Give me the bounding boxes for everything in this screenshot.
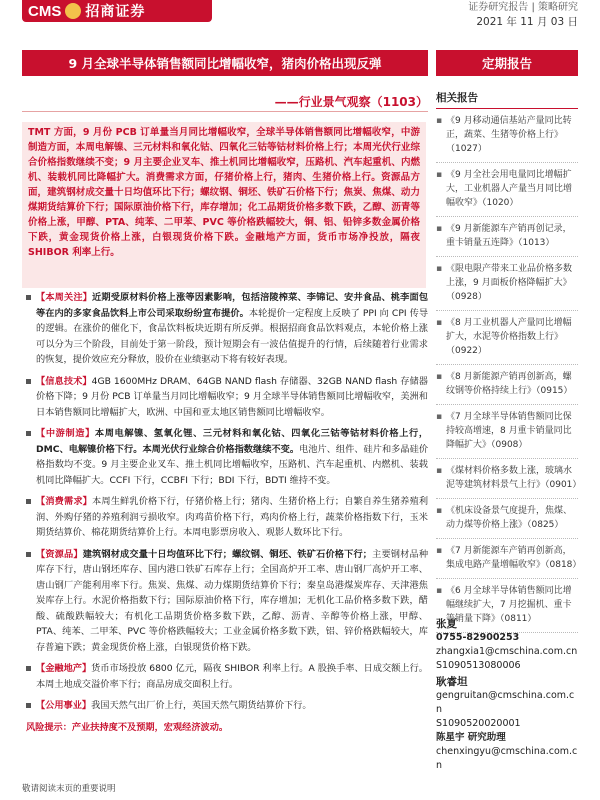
assistant-email[interactable]: chenxingyu@cmschina.com.cn [436,746,578,771]
analyst-name: 耿睿坦 [436,676,468,688]
related-report-item[interactable]: ▪ 《8 月工业机器人产量同比增幅扩大，水泥等价格指数上行》（0922） [436,311,578,365]
analyst-phone: 0755-82900253 [436,632,520,643]
assistant-name: 陈星宇 研究助理 [436,732,506,743]
paragraph-focus [26,290,428,368]
report-type: 证券研究报告 | 策略研究 [468,2,578,13]
paragraph-tag: 【公用事业】 [36,700,92,711]
related-report-item[interactable]: ▪ 《限电限产带来工业品价格多数上涨，9 月面板价格降幅扩大》（0928） [436,257,578,311]
related-reports-sidebar [436,90,582,633]
paragraph-tag: 【本周关注】 [36,292,93,303]
analyst-name: 张夏 [436,618,457,630]
logo-chinese: 招商证券 [85,4,146,20]
paragraph-bold: 建筑钢材成交量十日均值环比下行；螺纹钢、铜坯、铁矿石价格下行； [82,548,372,560]
paragraph-bold: 近期受原材料价格上涨等因素影响，包括涪陵榨菜、李锦记、安井食品、桃李面包等在内的多家食品饮料上市公司采取纷纷宣布提价。 [36,292,429,319]
body-paragraphs [26,290,428,735]
paragraph-tag: 【资源品】 [36,548,83,560]
analyst-license: S1090513080006 [436,660,521,671]
analyst-email[interactable]: gengruitan@cmschina.com.cn [436,690,575,715]
paragraph-consumption [26,494,428,541]
paragraph-midstream [26,426,428,488]
paragraph-text: 货币市场投放 6800 亿元，隔夜 SHIBOR 利率上行。A 股换手率、日成交额上行。本周土地成交溢价率下行；商品房成交面积上行。 [36,663,428,690]
related-report-item[interactable]: ▪ 《煤材料价格多数上涨，玻璃水泥等建筑材料景气上行》（0901） [436,459,578,499]
related-report-item[interactable]: ▪ 《7 月新能源车产销再创新高，集成电路产量增幅收窄》（0818） [436,539,578,579]
paragraph-text: 本轮提价一定程度上反映了 PPI 向 CPI 传导的逻辑。在涨价的催化下，食品饮料板块近期有所反弹。根据招商食品饮料观点，本轮价格上涨可以分为三个阶段，目前处于第一阶段，预计短期会有一波估值提升的行情，后续随着行业需求的恢复，提价效应充分释放，股价在业绩驱动下将有较好表现。 [36,307,429,365]
report-subtitle: ——行业景气观察（1103） [274,95,428,109]
report-header-info [468,0,578,30]
report-category: 定期报告 [436,50,578,76]
related-reports-heading: 相关报告 [436,90,578,109]
related-report-item[interactable]: ▪ 《7 月全球半导体销售额同比保持较高增速，8 月重卡销量同比降幅扩大》（0908） [436,405,578,459]
broker-logo [22,0,212,22]
related-report-item[interactable]: ▪ 《8 月新能源产销再创新高，螺纹钢等价格持续上行》（0915） [436,365,578,405]
paragraph-text: 我国天然气出厂价上行，英国天然气期货结算价下行。 [91,700,312,711]
paragraph-text: 4GB 1600MHz DRAM、64GB NAND flash 存储器、32GB NAND flash 存储器价格下降；9 月份 PCB 订单量当月同比增幅收窄；9 月全球半导体销售额同比增幅收窄，美洲和日本销售额同比增幅扩大，欧洲、中国和亚太地区销售额同比增幅收窄。 [36,375,428,418]
paragraph-tag: 【信息技术】 [36,375,92,387]
analyst-contacts [436,615,578,773]
report-date: 2021 年 11 月 03 日 [476,16,578,28]
summary-box: TMT 方面，9 月份 PCB 订单量当月同比增幅收窄，全球半导体销售额同比增幅收窄，中游制造方面，本周电解镍、三元材料和氧化钴、四氧化三钴等钴材料价格上行；本周光伏行业综合价格指数继续不变；9 月主要企业叉车、推土机同比增幅收窄，压路机、汽车起重机、内燃机、装载机同比降幅扩大。消费需求方面，仔猪价格上行，猪肉、生猪价格上行。资源品方面，建筑钢材成交量十日均值环比下行；螺纹钢、铜坯、铁矿石价格下行；焦炭、焦煤、动力煤期货结算价下行；国际原油价格下行，库存增加；化工品期货价格多数下跌，乙醇、沥青等价格上涨，甲醇、PTA、纯苯、二甲苯、PVC 等价格跌幅较大，铜、铝、铅锌多数金属价格下跌，黄金现货价格上涨，白银现货价格下跌。金融地产方面，货币市场净投放，隔夜 SHIBOR 利率上行。 [22,122,426,288]
analyst-license: S1090520020001 [436,718,521,729]
analyst-email[interactable]: zhangxia1@cmschina.com.cn [436,646,578,657]
paragraph-utilities [26,698,428,714]
related-report-item[interactable]: ▪ 《9 月新能源车产销再创记录，重卡销量五连降》（1013） [436,217,578,257]
paragraph-tag: 【中游制造】 [36,428,95,439]
footer-note: 敬请阅读末页的重要说明 [22,784,116,794]
related-report-item[interactable]: ▪ 《9 月全社会用电量同比增幅扩大，工业机器人产量当月同比增幅收窄》（1020） [436,163,578,217]
paragraph-it [26,374,428,421]
paragraph-resources [26,547,428,656]
subtitle-divider [22,111,428,112]
risk-warning: 风险提示：产业扶持度不及预期，宏观经济波动。 [26,721,229,733]
paragraph-text: 本周生鲜乳价格下行，仔猪价格上行；猪肉、生猪价格上行；自繁自养生猪养殖利润、外购仔猪的养殖利润亏损收窄。肉鸡苗价格下行，鸡肉价格上行，蔬菜价格指数下行，玉米期货结算价、棉花期货结算价上行。本周电影票房收入、观影人数环比下行。 [36,496,429,538]
paragraph-tag: 【金融地产】 [36,663,92,674]
related-report-item[interactable]: ▪ 《机床设备景气度提升，焦煤、动力煤等价格上涨》（0825） [436,499,578,539]
paragraph-finance [26,661,428,692]
logo-latin: CMS [28,2,62,20]
report-title: 9 月全球半导体销售额同比增幅收窄，猪肉价格出现反弹 [22,50,428,76]
paragraph-text: 主要钢材品种库存下行，唐山钢坯库存、国内港口铁矿石库存上行；全国高炉开工率、唐山钢厂高炉开工率、唐山钢厂产能利用率下行。焦炭、焦煤、动力煤期货结算价下行；秦皇岛港煤炭库存、天津港焦炭库存上行。水泥价格指数下行；国际原油价格下行，库存增加；无机化工品价格多数下跌，醋酸、硫酸跌幅较大；有机化工品期货价格多数下跌，乙醇、沥青、辛醇等价格上涨，甲醇、PTA、纯苯、二甲苯、PVC 等价格跌幅较大；工业金属价格多数下跌，铝、锌价格跌幅较大，库存普遍下跌；黄金现货价格上涨，白银现货价格下跌。 [36,548,429,653]
paragraph-tag: 【消费需求】 [36,496,93,507]
related-report-item[interactable]: ▪ 《6 月全球半导体销售额同比增幅继续扩大，7 月挖掘机、重卡等销量下降》（0811） [436,579,578,633]
paragraph-bold: 本周电解镍、氢氧化锂、三元材料和氧化钴、四氧化三钴等钴材料价格上行，DMC、电解镍价格下行。本周光伏行业综合价格指数继续不变。 [36,428,429,455]
paragraph-text: 电池片、组件、硅片和多晶硅价格指数均不变。9 月主要企业叉车、推土机同比增幅收窄，压路机、汽车起重机、内燃机、装载机同比降幅扩大。CCFI 下行，CCBFI 下行；BDI 下行，BDTI 维持不变。 [36,443,429,486]
logo-emblem-icon [65,3,81,19]
related-report-item[interactable]: ▪ 《9 月移动通信基站产量同比转正，蔬菜、生猪等价格上行》（1027） [436,109,578,163]
